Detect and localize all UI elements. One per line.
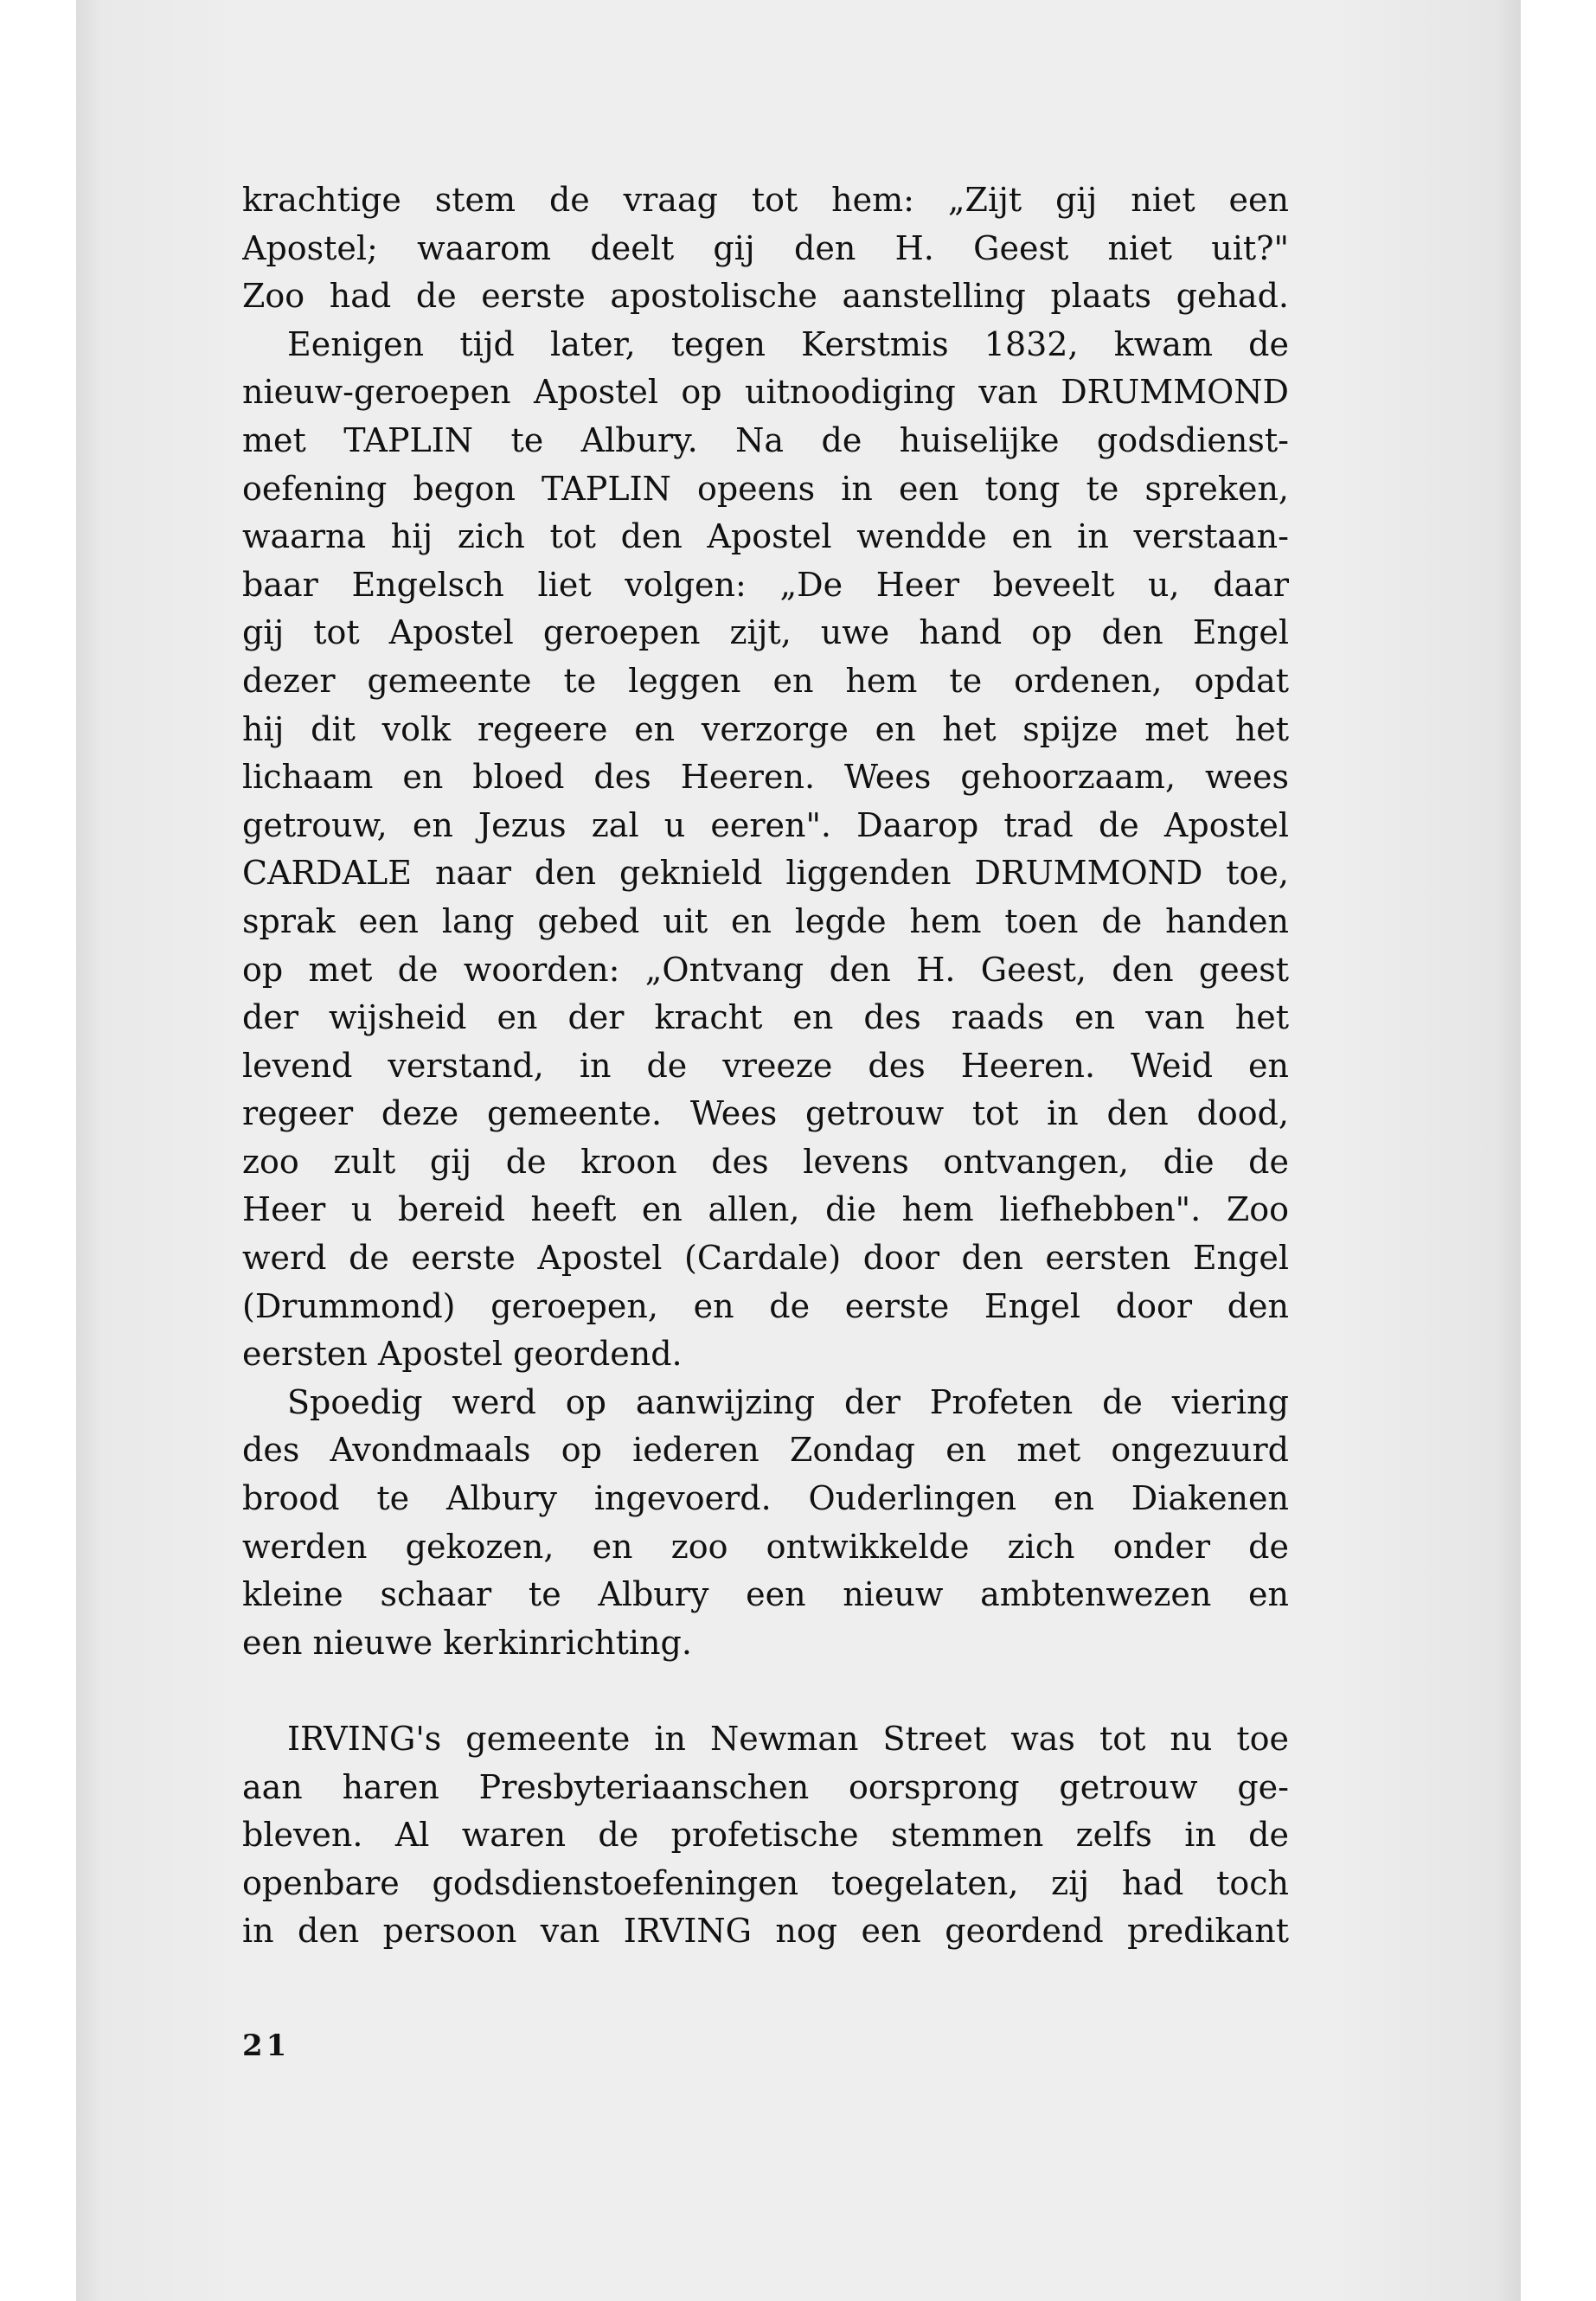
text-line: levend verstand, in de vreeze des Heeren. Weid en xyxy=(242,1046,1289,1085)
text-line: in den persoon van IRVING nog een geordend predikant xyxy=(242,1912,1289,1951)
text-line: hij dit volk regeere en verzorge en het spijze met het xyxy=(242,709,1289,748)
text-line: IRVING's gemeente in Newman Street was tot nu toe xyxy=(287,1720,1289,1758)
text-line: des Avondmaals op iederen Zondag en met ongezuurd xyxy=(242,1431,1289,1470)
text-line: sprak een lang gebed uit en legde hem toen de handen xyxy=(242,901,1289,940)
text-line: getrouw, en Jezus zal u eeren". Daarop trad de Apostel xyxy=(242,805,1289,844)
page-number: 21 xyxy=(242,2029,291,2063)
text-line: CARDALE naar den geknield liggenden DRUMMOND toe, xyxy=(242,854,1289,893)
text-line: der wijsheid en der kracht en des raads en van het xyxy=(242,998,1289,1037)
text-line: regeer deze gemeente. Wees getrouw tot in den dood, xyxy=(242,1094,1289,1133)
text-line: bleven. Al waren de profetische stemmen zelfs in de xyxy=(242,1816,1289,1855)
text-line: met TAPLIN te Albury. Na de huiselijke godsdienst- xyxy=(242,420,1289,459)
text-line: een nieuwe kerkinrichting. xyxy=(242,1623,692,1662)
text-line: werd de eerste Apostel (Cardale) door den eersten Engel xyxy=(242,1239,1289,1278)
text-line: oefening begon TAPLIN opeens in een tong te spreken, xyxy=(242,469,1289,508)
text-line: lichaam en bloed des Heeren. Wees gehoorzaam, wees xyxy=(242,758,1289,797)
text-line: Eenigen tijd later, tegen Kerstmis 1832, kwam de xyxy=(287,324,1289,363)
text-line: openbare godsdienstoefeningen toegelaten, zij had toch xyxy=(242,1863,1289,1902)
section-gap xyxy=(242,1667,1289,1715)
text-line: werden gekozen, en zoo ontwikkelde zich onder de xyxy=(242,1527,1289,1566)
text-line: krachtige stem de vraag tot hem: „Zijt gij niet een xyxy=(242,181,1289,219)
text-line: Spoedig werd op aanwijzing der Profeten de viering xyxy=(287,1382,1289,1421)
text-line: nieuw-geroepen Apostel op uitnoodiging van DRUMMOND xyxy=(242,373,1289,412)
text-line: gij tot Apostel geroepen zijt, uwe hand op den Engel xyxy=(242,613,1289,652)
text-line: kleine schaar te Albury een nieuw ambtenwezen en xyxy=(242,1575,1289,1614)
text-line: baar Engelsch liet volgen: „De Heer beveelt u, daar xyxy=(242,565,1289,604)
text-line: waarna hij zich tot den Apostel wendde en in verstaan- xyxy=(242,517,1289,556)
text-line: Apostel; waarom deelt gij den H. Geest niet uit?" xyxy=(242,228,1289,267)
text-line: dezer gemeente te leggen en hem te ordenen, opdat xyxy=(242,661,1289,700)
body-text xyxy=(242,176,1289,1956)
text-line: (Drummond) geroepen, en de eerste Engel door den xyxy=(242,1286,1289,1325)
text-line: zoo zult gij de kroon des levens ontvangen, die de xyxy=(242,1142,1289,1181)
text-line: op met de woorden: „Ontvang den H. Geest, den geest xyxy=(242,950,1289,989)
text-line: Heer u bereid heeft en allen, die hem liefhebben". Zoo xyxy=(242,1190,1289,1229)
text-line: eersten Apostel geordend. xyxy=(242,1335,683,1374)
text-line: aan haren Presbyteriaanschen oorsprong getrouw ge- xyxy=(242,1767,1289,1806)
text-line: Zoo had de eerste apostolische aanstelling plaats gehad. xyxy=(242,277,1289,316)
text-line: brood te Albury ingevoerd. Ouderlingen en Diakenen xyxy=(242,1479,1289,1518)
